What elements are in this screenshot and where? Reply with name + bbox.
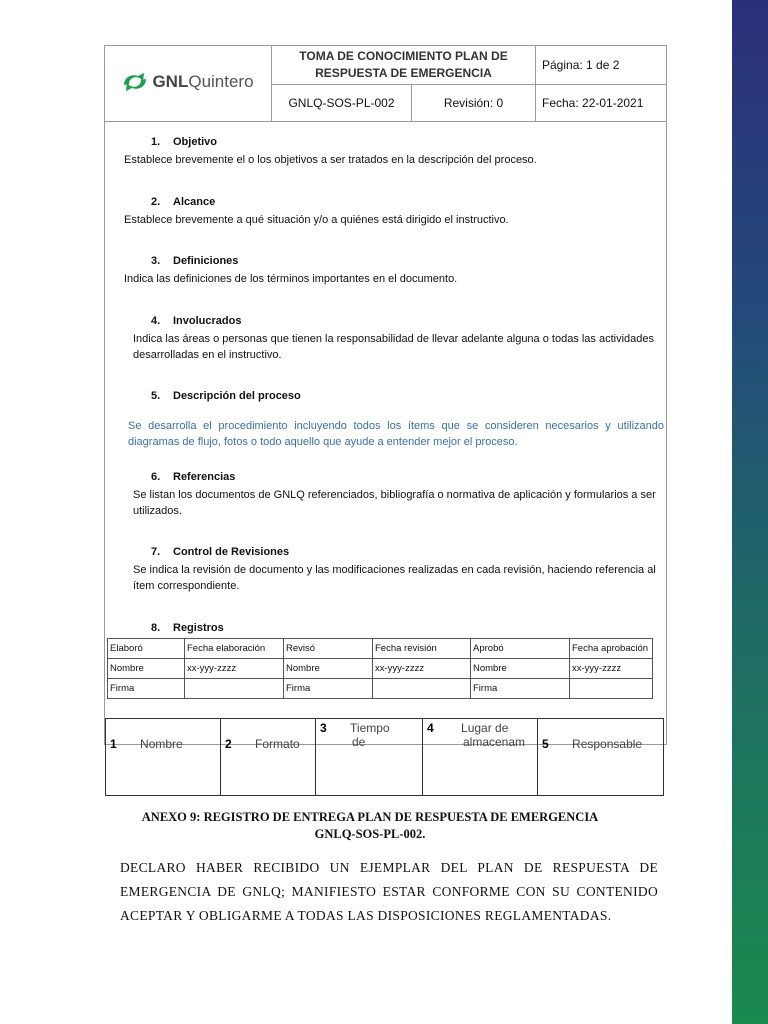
section-text: Se listan los documentos de GNLQ referenciados, bibliografía o normativa de aplicación y formularios a ser utilizados. [133, 489, 656, 517]
section-descripcion: 5. Descripción del proceso Se desarrolla el procedimiento incluyendo todos los ítems que se consideren necesarios y utilizando diagramas de flujo, fotos o todo aquello que ayude a entender mejor el proceso. [124, 388, 664, 450]
decorative-sidebar [732, 0, 768, 1024]
table-row: Firma Firma Firma [108, 679, 653, 699]
document-code: GNLQ-SOS-PL-002 [272, 85, 412, 122]
declaration-text: DECLARO HABER RECIBIDO UN EJEMPLAR DEL PLAN DE RESPUESTA DE EMERGENCIA DE GNLQ; MANIFIESTO ESTAR CONFORME CON SU CONTENIDO ACEPTAR Y OBLIGARME A TODAS LAS DISPOSICIONES REGLAMENTADAS. [120, 860, 658, 923]
delivery-columns-table [105, 718, 664, 796]
column-responsable: 5 Responsable [538, 719, 664, 796]
section-text: Se desarrolla el procedimiento incluyendo todos los ítems que se consideren necesarios y utilizando diagramas de flujo, fotos o todo aquello que ayude a entender mejor el proceso. [128, 420, 664, 448]
anexo-title: ANEXO 9: REGISTRO DE ENTREGA PLAN DE RESPUESTA DE EMERGENCIA GNLQ-SOS-PL-002. [141, 810, 599, 841]
registros-table [107, 638, 653, 699]
section-alcance: 2. Alcance Establece brevemente a qué situación y/o a quiénes está dirigido el instructivo. [124, 194, 664, 228]
column-nombre: 1 Nombre [106, 719, 221, 796]
section-text: Establece brevemente el o los objetivos a ser tratados en la descripción del proceso. [124, 154, 537, 166]
section-objetivo: 1. Objetivo Establece brevemente el o los objetivos a ser tratados en la descripción del proceso. [124, 134, 664, 168]
document-title: TOMA DE CONOCIMIENTO PLAN DE RESPUESTA DE EMERGENCIA [272, 46, 536, 85]
section-text: Indica las definiciones de los términos importantes en el documento. [124, 273, 458, 285]
table-row: Elaboró Fecha elaboración Revisó Fecha revisión Aprobó Fecha aprobación [108, 639, 653, 659]
section-definiciones: 3. Definiciones Indica las definiciones de los términos importantes en el documento. [124, 253, 664, 287]
logo-icon [122, 71, 148, 93]
column-tiempo: 3 Tiempo de [316, 719, 423, 796]
gnl-quintero-logo: GNLQuintero [122, 71, 253, 93]
section-text: Se indica la revisión de documento y las modificaciones realizadas en cada revisión, haciendo referencia al ítem correspondiente. [133, 564, 656, 592]
section-text: Indica las áreas o personas que tienen la responsabilidad de llevar adelante alguna o todas las actividades desarrolladas en el instructivo. [133, 333, 655, 361]
logo-cell [105, 46, 272, 122]
revision: Revisión: 0 [412, 85, 536, 122]
section-referencias: 6. Referencias Se listan los documentos de GNLQ referenciados, bibliografía o normativa de aplicación y formularios a ser utilizados. [124, 469, 664, 519]
column-formato: 2 Formato [221, 719, 316, 796]
page-number: Página: 1 de 2 [536, 46, 667, 85]
section-involucrados: 4. Involucrados Indica las áreas o personas que tienen la responsabilidad de llevar adelante alguna o todas las actividades desarrolladas en el instructivo. [124, 313, 664, 363]
table-row: Nombre xx-yyy-zzzz Nombre xx-yyy-zzzz Nombre xx-yyy-zzzz [108, 659, 653, 679]
document-date: Fecha: 22-01-2021 [536, 85, 667, 122]
document-header [104, 45, 667, 122]
column-lugar: 4 Lugar de almacenam [423, 719, 538, 796]
section-registros: 8. Registros [151, 622, 224, 634]
section-text: Establece brevemente a qué situación y/o a quiénes está dirigido el instructivo. [124, 214, 509, 226]
section-control-revisiones: 7. Control de Revisiones Se indica la revisión de documento y las modificaciones realizadas en cada revisión, haciendo referencia al ítem correspondiente. [124, 544, 664, 594]
